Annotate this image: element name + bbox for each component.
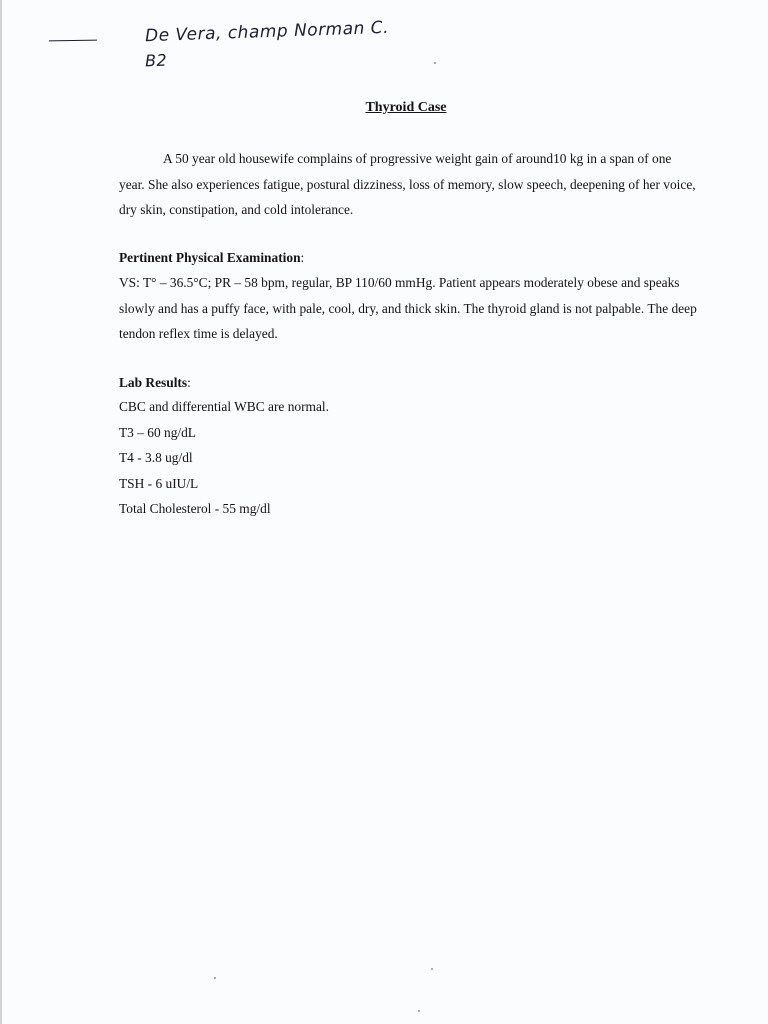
lab-result-item: CBC and differential WBC are normal. [119, 399, 329, 414]
lab-heading: Lab Results [119, 375, 188, 390]
paper-speck [434, 62, 436, 64]
lab-result-item: TSH - 6 uIU/L [119, 475, 199, 491]
case-paragraph: A 50 year old housewife complains of progressive weight gain of around10 kg in a span of one year. She also experiences fatigue, postural dizziness, loss of memory, slow speech, deepening of her voice, dry skin, constipation, and cold intolerance. [119, 151, 696, 217]
exam-heading-colon: : [300, 250, 305, 265]
lab-heading-colon: : [187, 375, 191, 390]
exam-heading-line [119, 245, 699, 271]
paper-speck [418, 1010, 420, 1012]
exam-heading: Pertinent Physical Examination [119, 250, 301, 265]
exam-text: VS: T° – 36.5°C; PR – 58 bpm, regular, BP 110/60 mmHg. Patient appears moderately obese and speaks slowly and has a puffy face, with pale, cool, dry, and thick skin. The thyroid gland is not palpable. The deep tendon reflex time is delayed. [119, 275, 697, 341]
lab-result-item: Total Cholesterol - 55 mg/dl [119, 501, 271, 516]
lab-results-list [119, 394, 699, 522]
page-edge-shadow [0, 0, 2, 1024]
paper-speck [214, 977, 216, 979]
lab-result-item: T4 - 3.8 ug/dl [119, 450, 193, 465]
lab-heading-line [119, 370, 699, 396]
paper-speck [431, 968, 433, 970]
handwritten-student-name: De Vera, champ Norman C. [144, 17, 390, 47]
document-title: Thyroid Case [365, 100, 447, 115]
lab-result-item: T3 – 60 ng/dL [119, 424, 196, 440]
handwritten-dash [49, 40, 97, 42]
handwritten-group: B2 [144, 50, 168, 71]
